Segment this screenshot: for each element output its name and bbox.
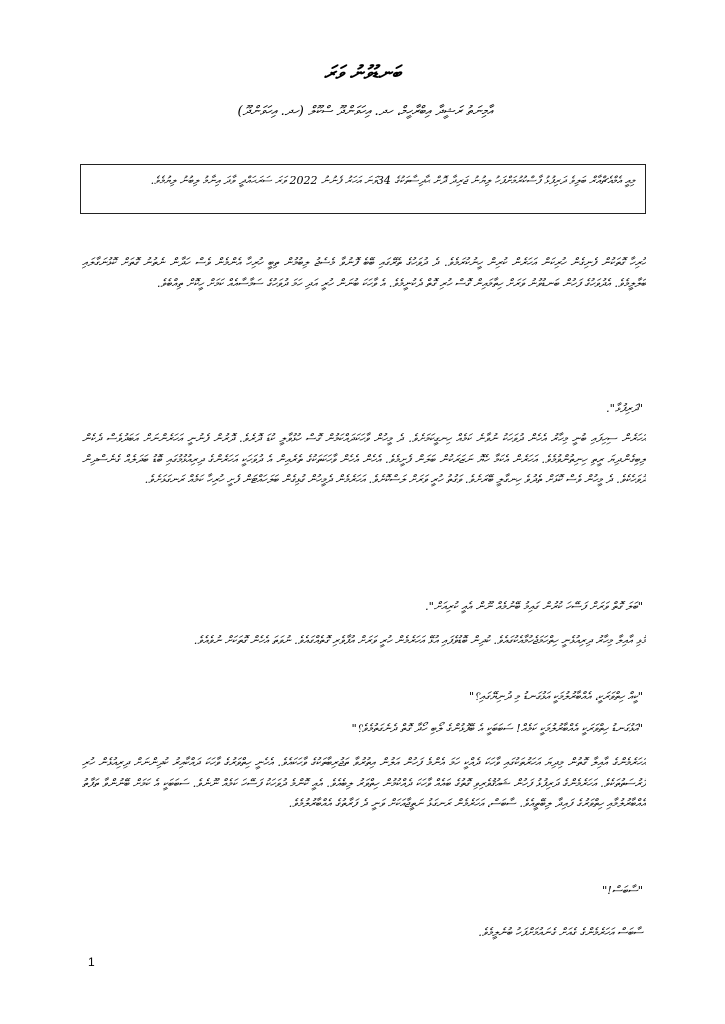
paragraph-1: ހުރިހާ ގޮތަކުން ފެނިގެން ހުރިކަން އަހަރެން ކުރިން ހީނުކުރަމެވެ. ދެ ދުވަހުގެ ތެރޭގައި ބޭބެ ފޮނުވާ މެސެޖު ލިބުމުން ތިބީ ހުރިހާ އެންމެން ވެސް ހަދާން ނެތުނު ގޮތަށް ކޮޅުނަގާލައި ބަލާލީމެވެ. އެދުވަހުގެ ފަހުން ބަނޑުވުނު ވަރަށް ހިތާމައިން ގޮސް ހުރި ގޮތް ދެކުނީމެވެ. އެ ވާހަކަ ބުނަން ހުރީ އަދި ހަމަ ދުވަހުގެ ސަމާސާއެއް ކަމަށް ހީކޮށް ތިއްބެވެ.: [82, 255, 646, 290]
paragraph-5: އަހަރެމެންގެ އާއިލާ ގޮތުން މިދިޔަ އަހަރުތަކުގައި ވާހަކަ ދެއްކީ ހަމަ އެންމެ ފަހުން އަލުން އިތުރުވާ ތަޖުރިބާތަކުގެ ވާހަކައެވެ. އެހެނީ ހިތްވަރުގެ ވާހަކަ ދައްކާއިރު ކުދިންނަށް ދިރިއުޅެން ހުރި ފުރުސަތުތަކެވެ. އަހަރެމެންގެ ދަރިފުޅު ފަހުން ޝައުޤުވެރިވި ގޮތުގެ ބައެއް ވާހަކަ ދެއްކުމުން ހިތްވަރު ލިބެއެވެ. އެއީ ކޮންމެ ދުވަހަކު ފަސޭހަ ކަމެއް ނޫނެވެ. ސަބަބަކީ އެ ކަމަށް ބޭނުންވާ ތަފާތު އެއްބާރުލުމާއި ހިތްވަރުގެ ފައިދާ ލިބޭތީއެވެ. ސާބަސް، އަހަރެމެން ރަނގަޅު ނަތީޖާއަކަށް ވަނީ ދެ ފަރާތުގެ އެއްބާރުލުމެވެ.: [82, 755, 646, 810]
document-title: ބަނޑުވުނު ވަރަ: [324, 62, 401, 84]
boxed-note: މިއީ އެމްއެޗްއާރް ބަލިވެ ދަރިފުޅު ފާސްކުރުމަށްފަހު ލިޔުނު ޖަރިދާ ދޮށް ޙާދިސާތަކުގެ 34ވަނަ އަހަރު ފެނުނު 2022 ވަރަ ސަރަޙައްދީ ވާދަ އިނާމު ލިބުނު ލިޔުމެވެ.: [80, 164, 646, 214]
author-line: އާމިނަތު ރަޝީދާ އިބްރާހީމް، ހދ. އިހަވަންދޫ ސްކޫލް (ހދ. އިހަވަންދޫ): [237, 104, 493, 119]
quote-2: "ބަލަ ގޮތް ވަރަށް ފަސޭހަ ކުރުން ގައިމު ބޭނުމެއް ނޫން އެއީ ކުރިއަށް".: [424, 599, 643, 613]
paragraph-3: މުޅި އާއިލާ މިހާރު ދިރިއުޅެނީ ހިތްހަމަޖެހުމާއެކުގައެވެ. ކުދިން ބޮޑުވެފައި އުޅޭ އަހަރެމެން ހުރީ ވަރަށް އުފާވެރި ގޮތެއްގައެވެ. ނުވަތަ އެހެން ގޮތަކަށް ނުވެއެވެ.: [193, 633, 646, 647]
quote-5: "ސާބަސް!": [601, 883, 643, 897]
quote-1: "ދަރިފުޅާ".: [606, 401, 643, 415]
closing-line: ސާބަސް އަހަރެމެންގެ ގެއަށް ގެނައުމަށްފަހު ބުނެލީމެވެ.: [478, 925, 643, 939]
page-number: 1: [88, 955, 95, 969]
quote-4: "އަޅުގަނޑު ހިތްވަރަކީ އެއްބާރުލުމަކީ ކަމެއް! ސަބަބަކީ އެ ބޭފުޅުންގެ ލޯބި ހޯދާ ގޮތް ދެނެގަތުމެވެ؟": [351, 721, 643, 735]
paragraph-2: އަހަރެން ސިހިފައި ބުނީ މިހާރު އެހެން ދުވަހަކު ނުވާނެ ކަމެއް ހިނގީކަމަށެވެ. ދެ މީހުން ވާހަކަދައްކަމުން ގޮސް ހުޅުވާލީ ކުޑަ ދޮރެވެ. ދޮރުން ފެނުނީ އަހަރެންނަށް އަބަދުވެސް ދެކެން ލިބިގެންދިޔަ ރީތި ހިނިތުންވުމެވެ. އަހަރެން އެކަމާ ހެޔޮ ނަޒަރަކުން ބަލަން ފެށީމެވެ. އެހެން އެހެން ވާހަކަތަކުގެ ތެރެއިން އެ ދުވަހަކީ އަހަރެންގެ ދިރިއުޅުމުގައި ބޮޑު ބަދަލެއް ގެނެސްދިން ދުވަހެކެވެ. ދެ މީހުން ވެސް ކޮޅަށް ތެދުވެ ހިނގާލީ ބޭރަށެވެ. ވަގުތު ހުރީ ވަރަށް ލަސްކޮށެވެ. އަހަރެމެން ދެމީހުން ގުޅިގެން ބަލަހައްޓަން ފެށީ ހުރިހާ ކަމެއް ރަނގަޅަށެވެ.: [82, 431, 646, 486]
quote-3: "ކީއް ހިތްވަރަކީ، އެއްބާރުލުމަކީ އަޅުގަނޑު މި ދުނިޔޭގައި؟": [468, 689, 643, 703]
